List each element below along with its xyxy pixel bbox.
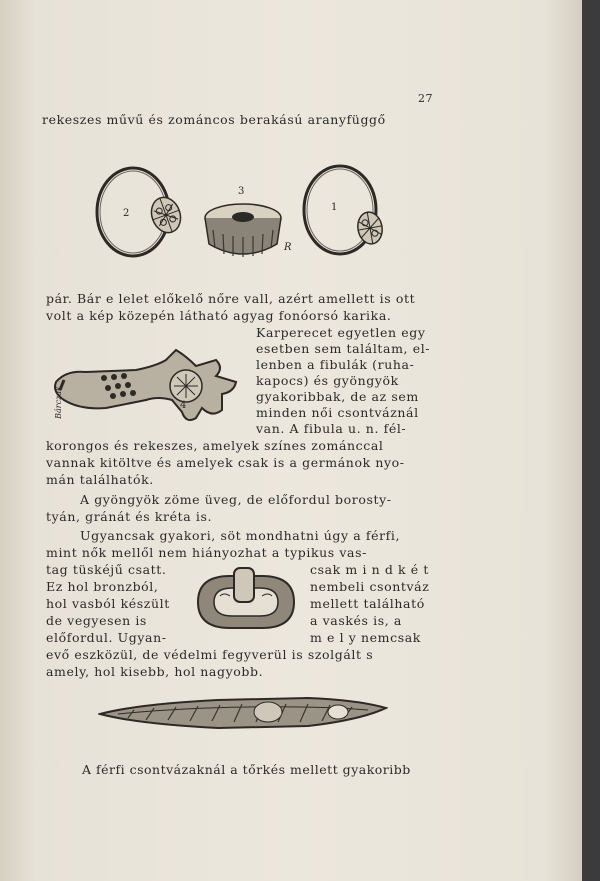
buckle-right-1: csak m i n d k é t [310,562,429,577]
page-edge [582,0,592,881]
paragraph4-line1: Ugyancsak gyakori, söt mondhatni úgy a férfi, [80,528,401,543]
paragraph2-line3: mán találhatók. [46,472,154,487]
figure-earrings-and-whorl [88,160,398,270]
figure-fibula [46,330,246,430]
dagger-illustration [98,690,388,738]
buckle-left-1: tag tüskéjű csatt. [46,562,167,577]
caption-line: A férfi csontvázaknál a tőrkés mellett gyakoribb [82,762,411,777]
figure-signature: R [284,242,292,253]
paragraph3-line2: tyán, gránát és kréta is. [46,509,213,524]
paragraph1-line1: pár. Bár e lelet előkelő nőre vall, azért amellett is ott [46,291,416,306]
paragraph1-line2: volt a kép közepén látható agyag fonóorsó karika. [46,308,392,323]
buckle-left-3: hol vasból készült [46,596,170,611]
buckle-right-2: nembeli csontváz [310,579,430,594]
figure-dagger [98,690,388,738]
paragraph3-line1: A gyöngyök zöme üveg, de előfordul borosty- [80,492,392,507]
paragraph2-line1: korongos és rekeszes, amelyek színes zománccal [46,438,384,453]
fibula-text-5: gyakoribbak, de az sem [256,389,419,404]
earrings-illustration [88,160,398,270]
paragraph2-line2: vannak kitöltve és amelyek csak is a germánok nyo- [46,455,405,470]
fibula-text-3: lenben a fibulák (ruha- [256,357,415,372]
fibula-text-1: Karperecet egyetlen egy [256,325,426,340]
figure-label-1: 1 [331,202,338,213]
fibula-text-6: minden női csontváznál [256,405,419,420]
buckle-left-4: de vegyesen is [46,613,147,628]
figure-label-4: 4 [180,400,187,411]
paragraph4-end-1: evő eszközül, de védelmi fegyverül is szolgált s [46,647,374,662]
fibula-text-4: kapocs) és gyöngyök [256,373,399,388]
buckle-illustration [190,566,300,638]
buckle-left-2: Ez hol bronzból, [46,579,159,594]
fibula-text-2: esetben sem találtam, el- [256,341,431,356]
paragraph4-end-2: amely, hol kisebb, hol nagyobb. [46,664,264,679]
figure-label-2: 2 [123,208,130,219]
paragraph4-line2: mint nők mellől nem hiányozhat a typikus vas- [46,545,367,560]
heading-line: rekeszes művű és zománcos berakású aranyfüggő [42,112,386,127]
buckle-right-4: a vaskés is, a [310,613,402,628]
figure-buckle [190,566,300,638]
buckle-left-5: előfordul. Ugyan- [46,630,167,645]
fibula-illustration [46,330,246,430]
figure-label-3: 3 [238,186,245,197]
page-number: 27 [418,92,433,105]
buckle-right-5: m e l y nemcsak [310,630,421,645]
buckle-right-3: mellett található [310,596,425,611]
fibula-signature: Bárczak [53,386,63,419]
fibula-text-7: van. A fibula u. n. fél- [256,421,407,436]
